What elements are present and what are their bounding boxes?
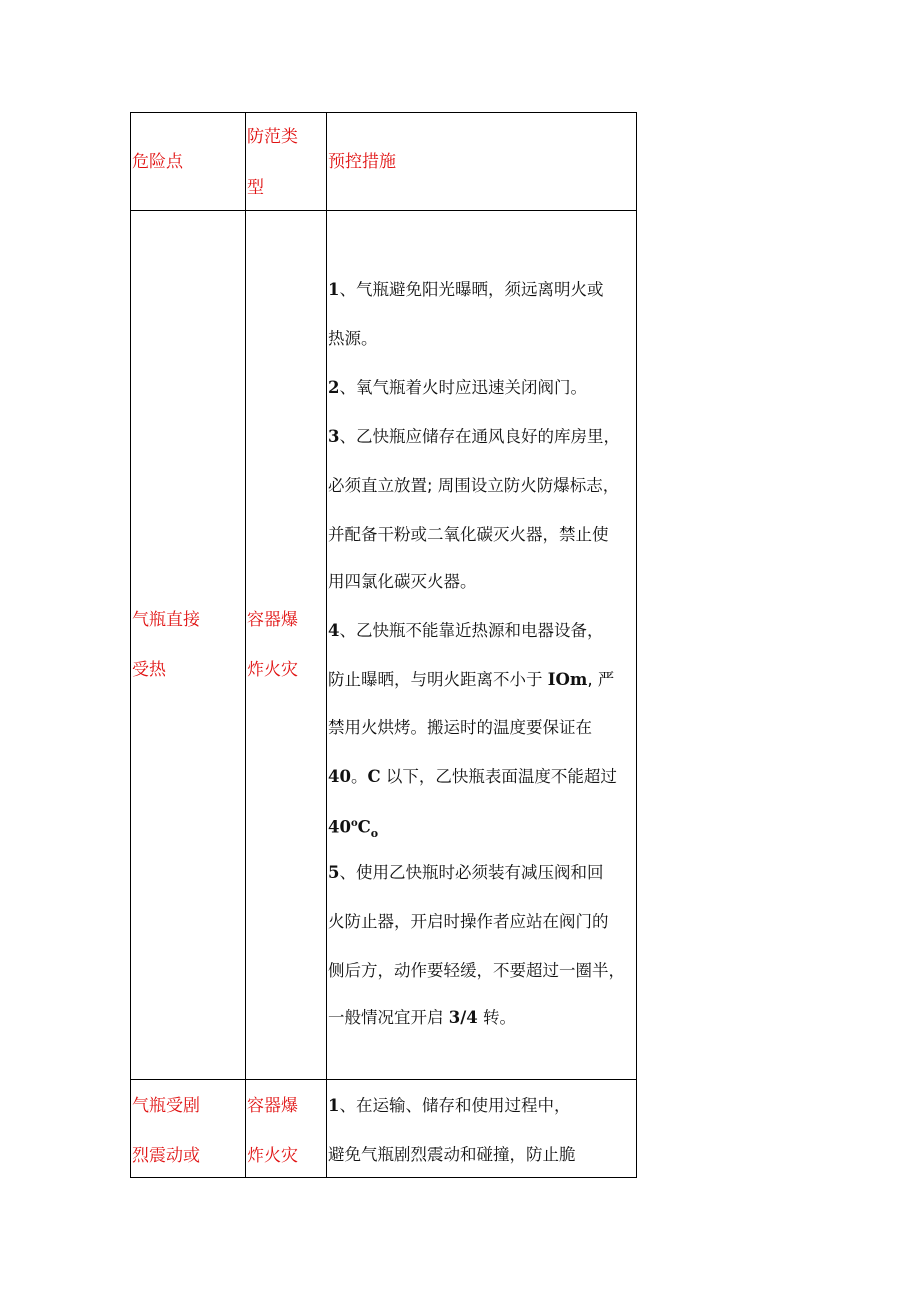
type-cell-line1: 容器爆 xyxy=(247,1096,298,1116)
measure-2-line-1: 2、氧气瓶着火时应迅速关闭阀门。 xyxy=(328,378,587,397)
type-cell-line2: 炸火灾 xyxy=(247,1146,298,1166)
measure-1-line-2: 避免气瓶剧烈震动和碰撞，防止脆 xyxy=(328,1145,576,1164)
measure-4-line-5: $40^oC_o$ xyxy=(328,817,379,840)
column-divider-1 xyxy=(245,113,246,1177)
hazard-cell-line2: 受热 xyxy=(132,660,166,680)
measure-3-line-1: 3、乙快瓶应储存在通风良好的库房里， xyxy=(328,427,620,446)
header-hazard-point: 危险点 xyxy=(132,152,183,172)
measure-4-line-1: 4、乙快瓶不能靠近热源和电器设备， xyxy=(328,621,604,640)
hazard-control-table xyxy=(130,112,637,1178)
header-prevention-type-line1: 防范类 xyxy=(247,127,298,147)
measure-1-line-1: 1、气瓶避免阳光曝晒，须远离明火或 xyxy=(328,280,604,299)
measure-4-line-2: 防止曝晒，与明火距离不小于 IOm, 严 xyxy=(328,670,615,689)
row-divider-header xyxy=(131,210,636,211)
measure-5-line-3: 侧后方，动作要轻缓，不要超过一圈半， xyxy=(328,961,625,980)
hazard-cell-line1: 气瓶直接 xyxy=(132,610,200,630)
header-prevention-type-line2: 型 xyxy=(247,178,264,198)
hazard-cell-line2: 烈震动或 xyxy=(132,1146,200,1166)
measure-4-line-4: 40。C 以下，乙快瓶表面温度不能超过 xyxy=(328,767,617,786)
header-control-measures: 预控措施 xyxy=(328,152,396,172)
measure-3-line-3: 并配备干粉或二氧化碳灭火器，禁止使 xyxy=(328,525,609,544)
measure-4-line-3: 禁用火烘烤。搬运时的温度要保证在 xyxy=(328,718,592,737)
type-cell-line1: 容器爆 xyxy=(247,610,298,630)
measure-5-line-2: 火防止器，开启时操作者应站在阀门的 xyxy=(328,912,609,931)
measure-5-line-4: 一般情况宜开启 3/4 转。 xyxy=(328,1008,516,1027)
measure-1-line-1: 1、在运输、储存和使用过程中， xyxy=(328,1096,571,1115)
row-divider-1 xyxy=(131,1079,636,1080)
measure-1-line-2: 热源。 xyxy=(328,329,378,348)
measure-5-line-1: 5、使用乙快瓶时必须装有减压阀和回 xyxy=(328,863,604,882)
column-divider-2 xyxy=(326,113,327,1177)
type-cell-line2: 炸火灾 xyxy=(247,660,298,680)
measure-3-line-2: 必须直立放置; 周围设立防火防爆标志， xyxy=(328,476,620,495)
hazard-cell-line1: 气瓶受剧 xyxy=(132,1096,200,1116)
measure-3-line-4: 用四氯化碳灭火器。 xyxy=(328,572,477,591)
